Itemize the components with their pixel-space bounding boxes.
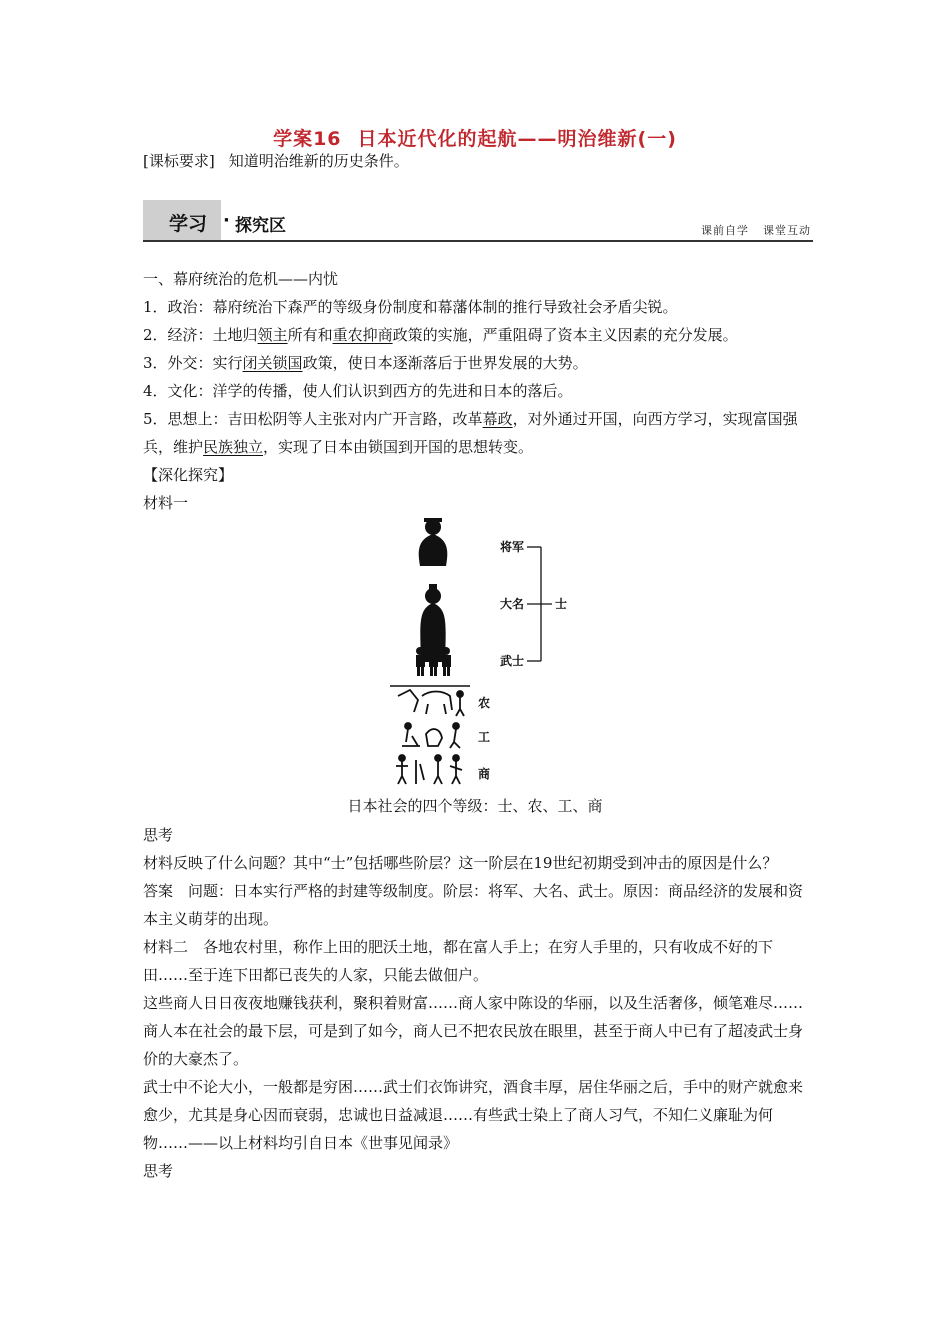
think-label-two: 思考 [143,1162,174,1180]
banner-classroom-label: 课堂互动 [763,224,811,237]
label-shi: 士 [555,597,568,611]
label-farmer: 农 [478,696,491,710]
text: 3．外交：实行 [143,354,243,372]
keyword-agriculture-policy: 重农抑商 [332,326,393,344]
explore-heading: 【深化探究】 [143,466,234,484]
question-one: 材料反映了什么问题？其中“士”包括哪些阶层？这一阶层在19世纪初期受到冲击的原因是什么？ [143,854,778,872]
material-two-paragraph-3: 武士中不论大小，一般都是穷困……武士们衣饰讲究，酒食丰厚，居住华丽之后，手中的财产就愈来愈少，尤其是身心因而衰弱，忠诚也日益减退……有些武士染上了商人习气，不知仁义廉耻为何物……——以上材料均引自日本《世事见闻录》 [143,1078,804,1152]
banner-sub-label: 探究区 [235,216,286,236]
banner-main-label: 学习 [169,213,208,235]
text: 5．思想上：吉田松阴等人主张对内广开言路，改革 [143,410,483,428]
section-heading: 一、幕府统治的危机——内忧 [143,270,339,288]
keyword-shogunate-politics: 幕政 [482,410,513,428]
point-culture: 4．文化：洋学的传播，使人们认识到西方的先进和日本的落后。 [143,382,573,400]
requirement-tag: [课标要求] [143,152,215,170]
requirement-text: 知道明治维新的历史条件。 [228,152,409,170]
curriculum-requirement [143,150,409,171]
think-label-one: 思考 [143,826,174,844]
material-one-label: 材料一 [143,494,189,512]
label-samurai: 武士 [500,654,525,668]
banner-right-labels [701,222,811,238]
material-two-paragraph-1: 材料二 各地农村里，称作上田的肥沃土地，都在富人手上；在穷人手里的，只有收成不好的下田……至于连下田都已丧失的人家，只能去做佃户。 [143,938,774,984]
text: 政策，使日本逐渐落后于世界发展的大势。 [302,354,588,372]
material-two-paragraph-2: 这些商人日日夜夜地赚钱获利，聚积着财富……商人家中陈设的华丽，以及生活奢侈，倾笔难尽……商人本在社会的最下层，可是到了如今，商人已不把农民放在眼里，甚至于商人中已有了超凌武士身价的大豪杰了。 [143,994,804,1068]
point-thought [143,405,815,461]
page-title [0,124,950,151]
lesson-number: 学案16 [273,128,342,150]
label-merchant: 商 [478,767,491,781]
text: 所有和 [287,326,333,344]
keyword-closed-door: 闭关锁国 [242,354,303,372]
point-diplomacy [143,349,815,377]
text: 政策的实施，严重阻碍了资本主义因素的充分发展。 [392,326,738,344]
banner-dot: · [223,210,230,231]
text: ，对外通过开国，向西方学习，实现富国强兵，维护 [143,410,798,456]
point-politics: 1．政治：幕府统治下森严的等级身份制度和幕藩体制的推行导致社会矛盾尖锐。 [143,298,678,316]
exploration-content [143,821,815,1185]
figure-caption: 日本社会的四个等级：士、农、工、商 [347,797,603,815]
merchant-figures [396,755,462,784]
label-daimyo: 大名 [500,597,525,611]
keyword-national-independence: 民族独立 [203,438,264,456]
text: ，实现了日本由锁国到开国的思想转变。 [263,438,534,456]
point-economy [143,321,815,349]
artisan-figures [402,723,460,748]
section-one [143,265,815,517]
shogun-figure [419,518,448,566]
farmer-figures [398,690,464,716]
section-banner [143,200,813,242]
shi-bracket [527,547,552,661]
answer-one: 答案 问题：日本实行严格的封建等级制度。阶层：将军、大名、武士。原因：商品经济的发展和资本主义萌芽的出现。 [143,882,804,928]
social-hierarchy-diagram [380,514,600,792]
keyword-lord: 领主 [257,326,288,344]
label-artisan: 工 [478,730,491,744]
text: 2．经济：土地归 [143,326,258,344]
samurai-figures [416,647,451,676]
lesson-title: 日本近代化的起航——明治维新(一) [357,128,677,150]
label-shogun: 将军 [500,540,525,554]
banner-preview-label: 课前自学 [701,224,749,237]
